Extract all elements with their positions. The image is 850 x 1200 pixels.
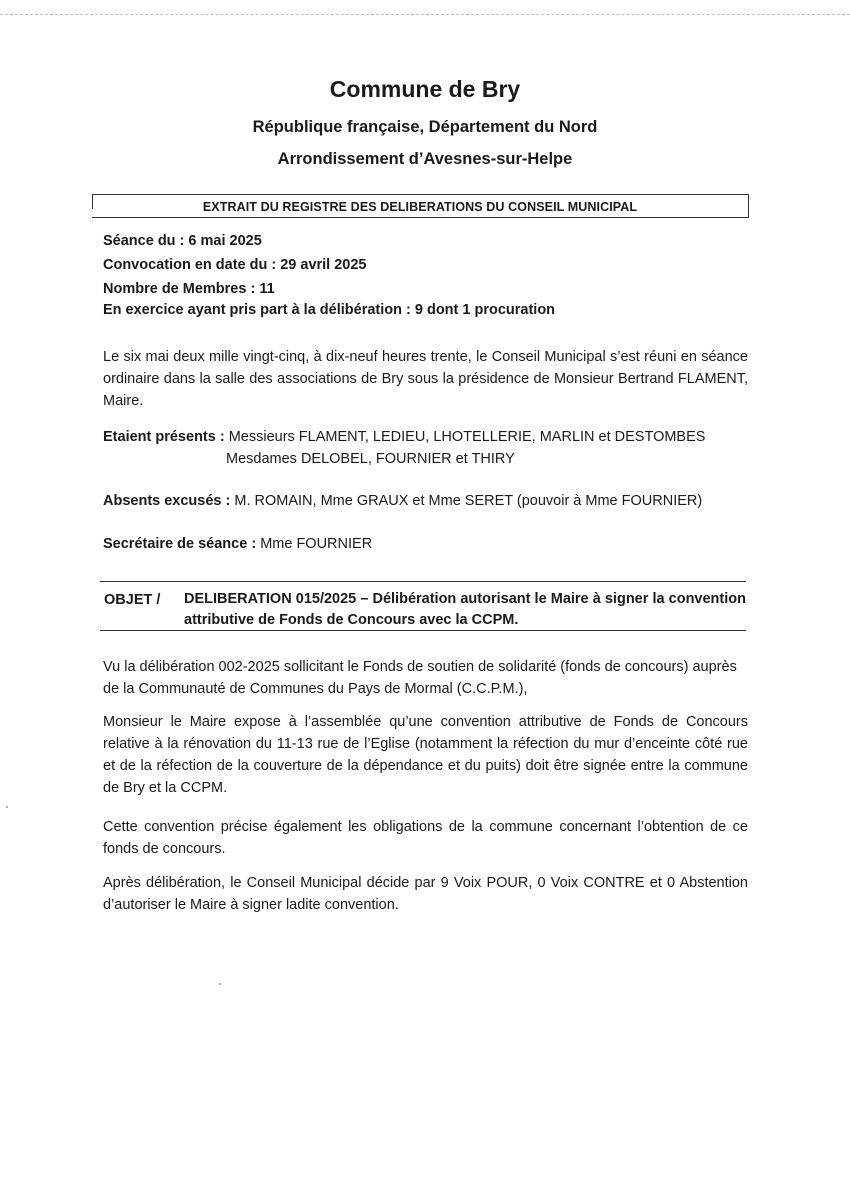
republique-subtitle: République française, Département du Nord	[252, 118, 598, 136]
exercice-count: En exercice ayant pris part à la délibération : 9 dont 1 procuration	[103, 302, 556, 318]
secretaire-block	[103, 533, 748, 555]
objet-top-rule	[100, 581, 746, 582]
seance-date: Séance du : 6 mai 2025	[103, 233, 262, 249]
convocation-date: Convocation en date du : 29 avril 2025	[103, 257, 367, 273]
convention-paragraph: Cette convention précise également les obligations de la commune concernant l’obtention de ce fonds de concours.	[103, 819, 748, 857]
presents-block	[103, 426, 748, 470]
presents-label: Etaient présents :	[103, 429, 225, 445]
objet-text: DELIBERATION 015/2025 – Délibération autorisant le Maire à signer la convention attributive de Fonds de Concours avec la CCPM.	[184, 591, 746, 628]
objet-label: OBJET /	[104, 592, 161, 608]
scan-top-edge	[0, 14, 850, 15]
vu-paragraph: Vu la délibération 002-2025 sollicitant le Fonds de soutien de solidarité (fonds de concours) auprès de la Communauté de Communes du Pays de Mormal (C.C.P.M.),	[103, 659, 737, 697]
absents-label: Absents excusés :	[103, 493, 231, 509]
scan-speck	[219, 983, 221, 985]
intro-paragraph: Le six mai deux mille vingt-cinq, à dix-neuf heures trente, le Conseil Municipal s’est réuni en séance ordinaire dans la salle des associations de Bry sous la présidence de Monsieur Bertrand FLAMENT, Maire.	[103, 349, 748, 409]
apres-paragraph: Après délibération, le Conseil Municipal décide par 9 Voix POUR, 0 Voix CONTRE et 0 Abstention d’autoriser le Maire à signer ladite convention.	[103, 875, 748, 913]
scan-speck	[6, 806, 8, 808]
presents-mesdames: Mesdames DELOBEL, FOURNIER et THIRY	[226, 451, 515, 467]
absents-text: M. ROMAIN, Mme GRAUX et Mme SERET (pouvoir à Mme FOURNIER)	[234, 493, 703, 509]
expose-paragraph: Monsieur le Maire expose à l’assemblée qu’une convention attributive de Fonds de Concours relative à la rénovation du 11-13 rue de l’Eglise (notamment la réfection du mur d’enceinte côté rue et de la réfection de la couverture de la dépendance et du puits) doit être signée entre la commune de Bry et la CCPM.	[103, 714, 748, 796]
extract-register-box	[92, 194, 749, 218]
objet-bottom-rule	[100, 630, 746, 631]
secretaire-text: Mme FOURNIER	[260, 536, 373, 552]
extract-register-title: EXTRAIT DU REGISTRE DES DELIBERATIONS DU CONSEIL MUNICIPAL	[202, 200, 638, 214]
absents-block	[103, 490, 748, 512]
arrondissement-subtitle: Arrondissement d’Avesnes-sur-Helpe	[277, 150, 573, 168]
presents-messieurs: Messieurs FLAMENT, LEDIEU, LHOTELLERIE, MARLIN et DESTOMBES	[228, 429, 706, 445]
commune-title: Commune de Bry	[329, 76, 521, 102]
membres-count: Nombre de Membres : 11	[103, 281, 275, 297]
secretaire-label: Secrétaire de séance :	[103, 536, 257, 552]
